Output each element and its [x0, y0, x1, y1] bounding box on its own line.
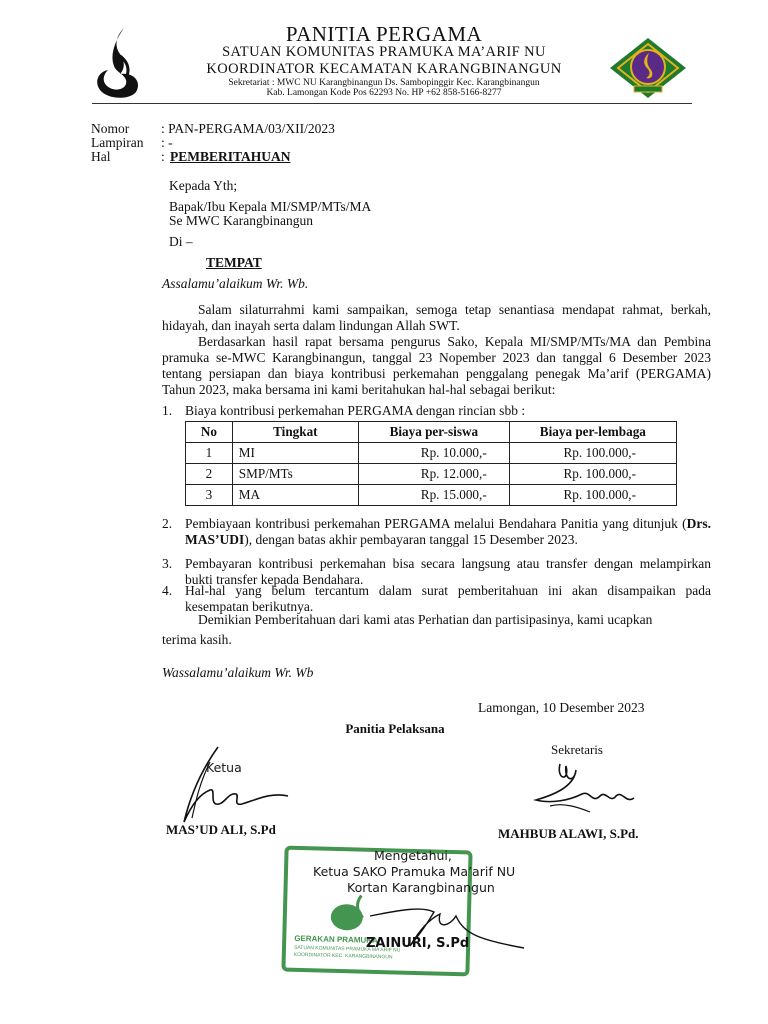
sekretaris-name: MAHBUB ALAWI, S.Pd. — [498, 826, 639, 841]
table-cell-tingkat: SMP/MTs — [232, 464, 358, 485]
item-3-number: 3. — [162, 556, 173, 571]
closing-line-2: terima kasih. — [162, 632, 232, 647]
meta-lampiran-value: : - — [161, 135, 173, 150]
table-row — [186, 485, 677, 506]
table-row — [186, 464, 677, 485]
table-cell-per-lembaga: Rp. 100.000,- — [509, 485, 676, 506]
stamp-line-1: GERAKAN PRAMUKA — [294, 933, 378, 946]
header-divider — [92, 103, 692, 104]
table-cell-per-siswa: Rp. 10.000,- — [358, 443, 509, 464]
ketua-label: Ketua — [206, 760, 242, 775]
recipient-line-2: Se MWC Karangbinangun — [169, 213, 313, 228]
meta-lampiran-label: Lampiran — [91, 135, 144, 150]
meta-nomor-value: : PAN-PERGAMA/03/XII/2023 — [161, 121, 335, 136]
table-cell-per-lembaga: Rp. 100.000,- — [509, 464, 676, 485]
header-coordinator: KOORDINATOR KECAMATAN KARANGBINANGUN — [206, 61, 562, 77]
mengetahui-name: ZAINURI, S.Pd — [366, 936, 470, 951]
table-cell-no: 1 — [186, 443, 233, 464]
table-cell-no: 2 — [186, 464, 233, 485]
table-header-tingkat: Tingkat — [232, 422, 358, 443]
table-cell-tingkat: MA — [232, 485, 358, 506]
item-1-number: 1. — [162, 403, 173, 418]
paragraph-greeting: Salam silaturrahmi kami sampaikan, semoga tetap senantiasa mendapat rahmat, berkah, hidayah, dan inayah serta dalam lindungan Allah SWT. — [162, 302, 711, 333]
recipient-line-1: Bapak/Ibu Kepala MI/SMP/MTs/MA — [169, 199, 372, 214]
treasurer-name: Drs. MAS’UDI — [185, 516, 711, 547]
salam-closing: Wassalamu’alaikum Wr. Wb — [162, 665, 314, 680]
paragraph-meeting-result: Berdasarkan hasil rapat bersama pengurus Sako, Kepala MI/SMP/MTs/MA dan Pembina pramuka se-MWC Karangbinangun, tanggal 23 Nopember 2023 dan tanggal 6 Desember 2023 tentang persiapan dan biaya kontribusi perkemahan penggalang penegak Ma’arif (PERGAMA) Tahun 2023, maka bersama ini kami beritahukan hal-hal sebagai berikut: — [162, 334, 711, 397]
item-3-text: Pembayaran kontribusi perkemahan bisa secara langsung atau transfer dengan melampirkan bukti transfer kepada Bendahara. — [185, 556, 711, 587]
table-cell-no: 3 — [186, 485, 233, 506]
table-row — [186, 443, 677, 464]
salam-opening: Assalamu’alaikum Wr. Wb. — [162, 276, 309, 291]
item-4-text: Hal-hal yang belum tercantum dalam surat pemberitahuan ini akan disampaikan pada kesempatan berikutnya. — [185, 583, 711, 614]
meta-nomor-label: Nomor — [91, 121, 130, 136]
table-cell-per-siswa: Rp. 12.000,- — [358, 464, 509, 485]
sekretaris-label: Sekretaris — [551, 742, 603, 757]
item-2-text — [185, 516, 711, 548]
item-1-text: Biaya kontribusi perkemahan PERGAMA dengan rincian sbb : — [185, 403, 526, 418]
header-secretariat: Sekretariat : MWC NU Karangbinangun Ds. Sambopinggir Kec. Karangbinangun — [228, 78, 540, 88]
header-title: PANITIA PERGAMA — [285, 22, 483, 46]
meta-hal-value: PEMBERITAHUAN — [170, 149, 291, 164]
stamp-line-3: KOORDINATOR KEC. KARANGBINANGUN — [293, 951, 393, 961]
mengetahui-title-2: Kortan Karangbinangun — [347, 880, 495, 895]
table-cell-per-lembaga: Rp. 100.000,- — [509, 443, 676, 464]
header-contact: Kab. Lamongan Kode Pos 62293 No. HP +62 858-5166-8277 — [266, 88, 502, 98]
contribution-fee-table — [185, 421, 677, 506]
meta-hal-colon: : — [161, 149, 165, 164]
mengetahui-title-1: Ketua SAKO Pramuka Ma’arif NU — [313, 864, 516, 879]
ketua-name: MAS’UD ALI, S.Pd — [166, 822, 276, 837]
recipient-tempat: TEMPAT — [206, 255, 262, 270]
item-4-number: 4. — [162, 583, 173, 598]
ketua-signature — [170, 742, 320, 832]
item-2-number: 2. — [162, 516, 173, 531]
table-header-row — [186, 422, 677, 443]
recipient-greeting: Kepada Yth; — [169, 178, 238, 193]
item-2-text-pre: Pembiayaan kontribusi perkemahan PERGAMA melalui Bendahara Panitia yang ditunjuk ( — [185, 516, 687, 531]
item-2-text-post: ), dengan batas akhir pembayaran tanggal 15 Desember 2023. — [244, 532, 578, 547]
header-organization: SATUAN KOMUNITAS PRAMUKA MA’ARIF NU — [222, 44, 546, 60]
table-cell-per-siswa: Rp. 15.000,- — [358, 485, 509, 506]
stamp-line-2: SATUAN KOMUNITAS PRAMUKA MA'ARIF NU — [293, 944, 401, 954]
table-header-per-siswa: Biaya per-siswa — [358, 422, 509, 443]
table-cell-tingkat: MI — [232, 443, 358, 464]
meta-hal-label: Hal — [91, 149, 111, 164]
place-date: Lamongan, 10 Desember 2023 — [478, 700, 645, 715]
table-header-no: No — [186, 422, 233, 443]
recipient-di: Di – — [169, 234, 193, 249]
sekretaris-signature — [530, 760, 640, 824]
mengetahui-label: Mengetahui, — [374, 848, 452, 863]
table-header-per-lembaga: Biaya per-lembaga — [509, 422, 676, 443]
closing-line-1: Demikian Pemberitahuan dari kami atas Perhatian dan partisipasinya, kami ucapkan — [198, 612, 653, 627]
committee-title: Panitia Pelaksana — [345, 721, 445, 736]
